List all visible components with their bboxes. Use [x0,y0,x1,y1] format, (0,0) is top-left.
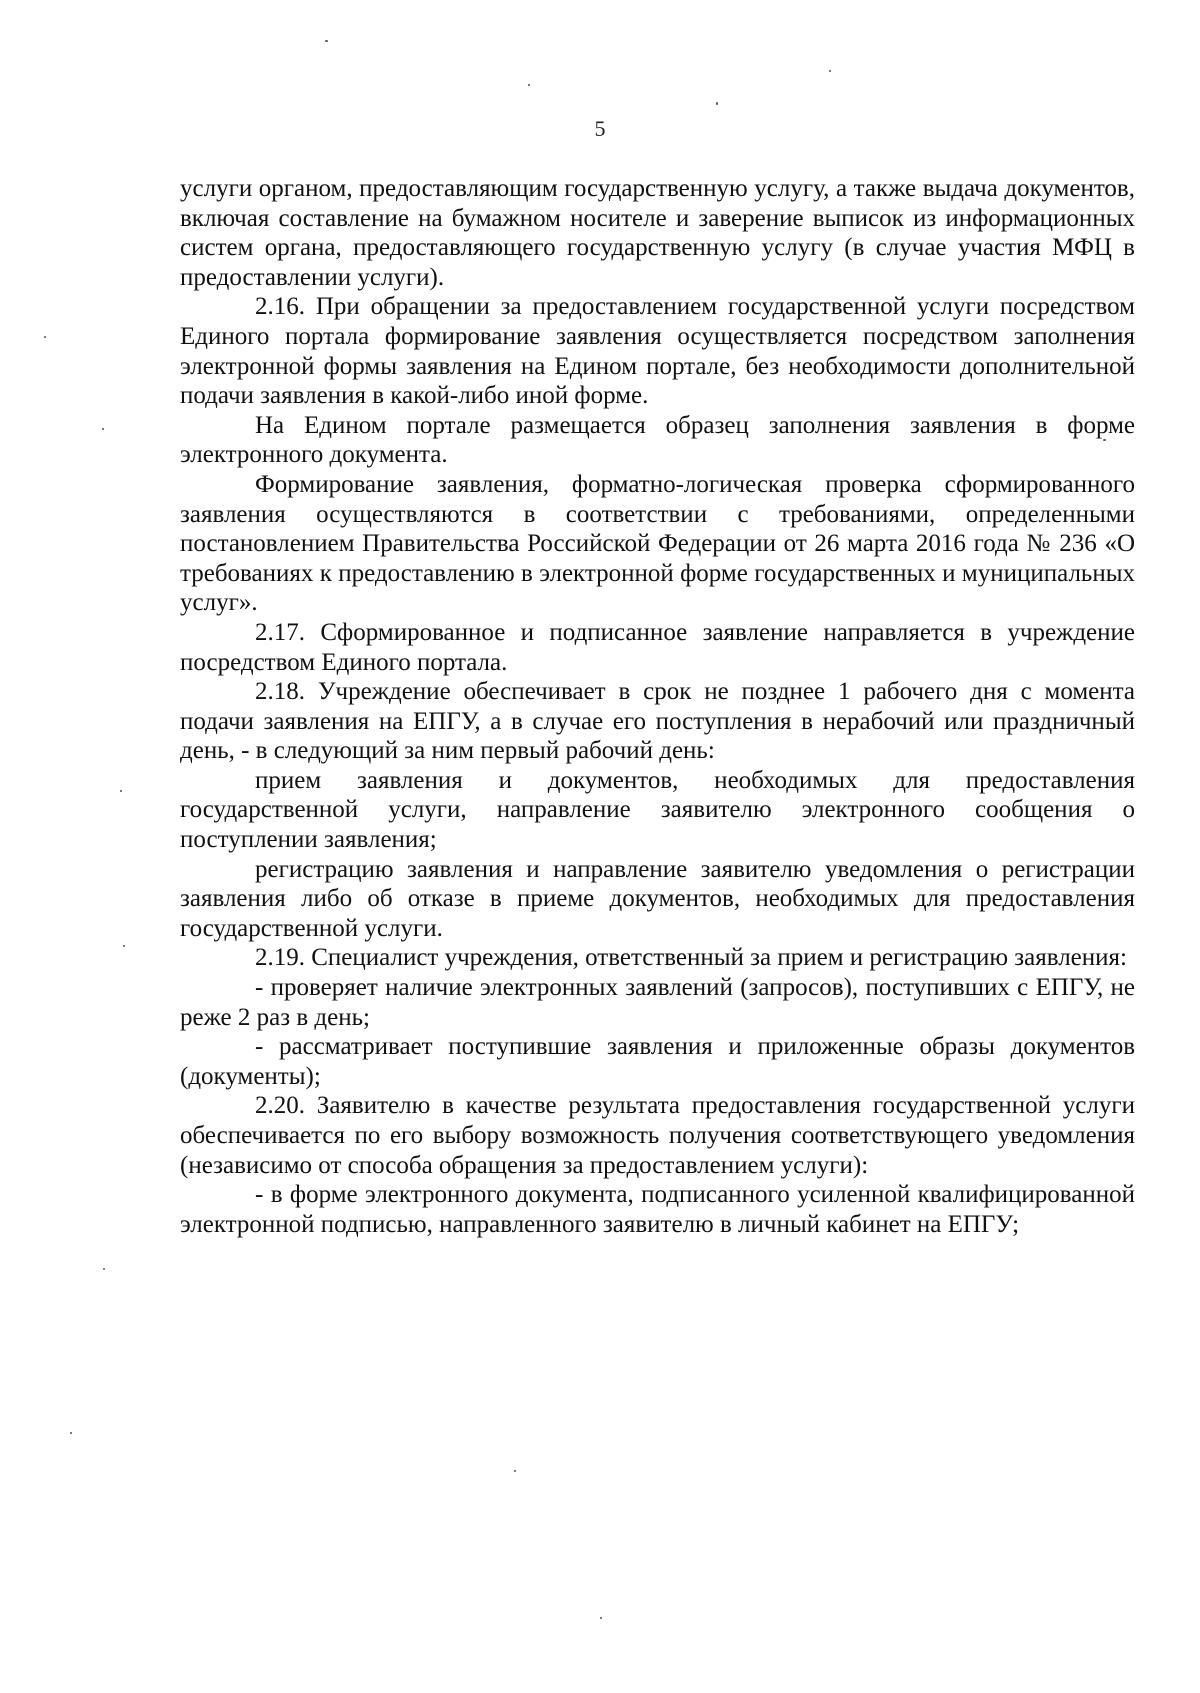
paragraph: - проверяет наличие электронных заявлений (запросов), поступивших с ЕПГУ, не реже 2 раз в день; [180,974,1135,1031]
paragraph: 2.20. Заявителю в качестве результата предоставления государственной услуги обеспечивается по его выбору возможность получения соответствующего уведомления (независимо от способа обращения за предоставлением услуги): [180,1092,1135,1179]
paragraph: прием заявления и документов, необходимых для предоставления государственной услуги, направление заявителю электронного сообщения о поступлении заявления; [180,766,1135,854]
paragraph: - рассматривает поступившие заявления и приложенные образы документов (документы); [180,1033,1135,1090]
scan-speck [514,1470,516,1472]
document-body [180,174,1135,1239]
scan-speck [528,84,530,86]
paragraph: услуги органом, предоставляющим государственную услугу, а также выдача документов, включая составление на бумажном носителе и заверение выписок из информационных систем органа, предоставляющего государственную услугу (в случае участия МФЦ в предоставлении услуги). [180,175,1135,291]
scan-speck [70,1432,72,1434]
scan-speck [103,1268,105,1270]
paragraph: - в форме электронного документа, подписанного усиленной квалифицированной электронной подписью, направленного заявителю в личный кабинет на ЕПГУ; [180,1181,1135,1238]
paragraph: регистрацию заявления и направление заявителю уведомления о регистрации заявления либо об отказе в приеме документов, необходимых для предоставления государственной услуги. [180,855,1135,942]
scan-speck [120,790,122,792]
scan-speck [102,428,104,430]
scan-speck [600,1617,602,1619]
scan-speck [716,102,718,105]
paragraph: 2.19. Специалист учреждения, ответственный за прием и регистрацию заявления: [255,944,1127,972]
scan-speck [325,40,328,42]
paragraph: Формирование заявления, форматно-логическая проверка сформированного заявления осуществляются в соответствии с требованиями, определенными постановлением Правительства Российской Федерации от 26 марта 2016 года № 236 «О требованиях к предоставлению в электронной форме государственных и муниципальных услуг». [180,470,1135,617]
scan-speck [829,70,831,72]
scan-speck [123,945,125,947]
paragraph: 2.18. Учреждение обеспечивает в срок не позднее 1 рабочего дня с момента подачи заявления на ЕПГУ, а в случае его поступления в нерабочий или праздничный день, - в следующий за ним первый рабочий день: [180,678,1135,765]
paragraph: На Едином портале размещается образец заполнения заявления в форме электронного документа. [180,411,1135,469]
scan-speck [44,336,46,338]
paragraph: 2.16. При обращении за предоставлением государственной услуги посредством Единого портала формирование заявления осуществляется посредством заполнения электронной формы заявления на Едином портале, без необходимости дополнительной подачи заявления в какой-либо иной форме. [180,293,1135,410]
page-number: 5 [594,116,606,141]
paragraph: 2.17. Сформированное и подписанное заявление направляется в учреждение посредством Единого портала. [180,618,1135,676]
